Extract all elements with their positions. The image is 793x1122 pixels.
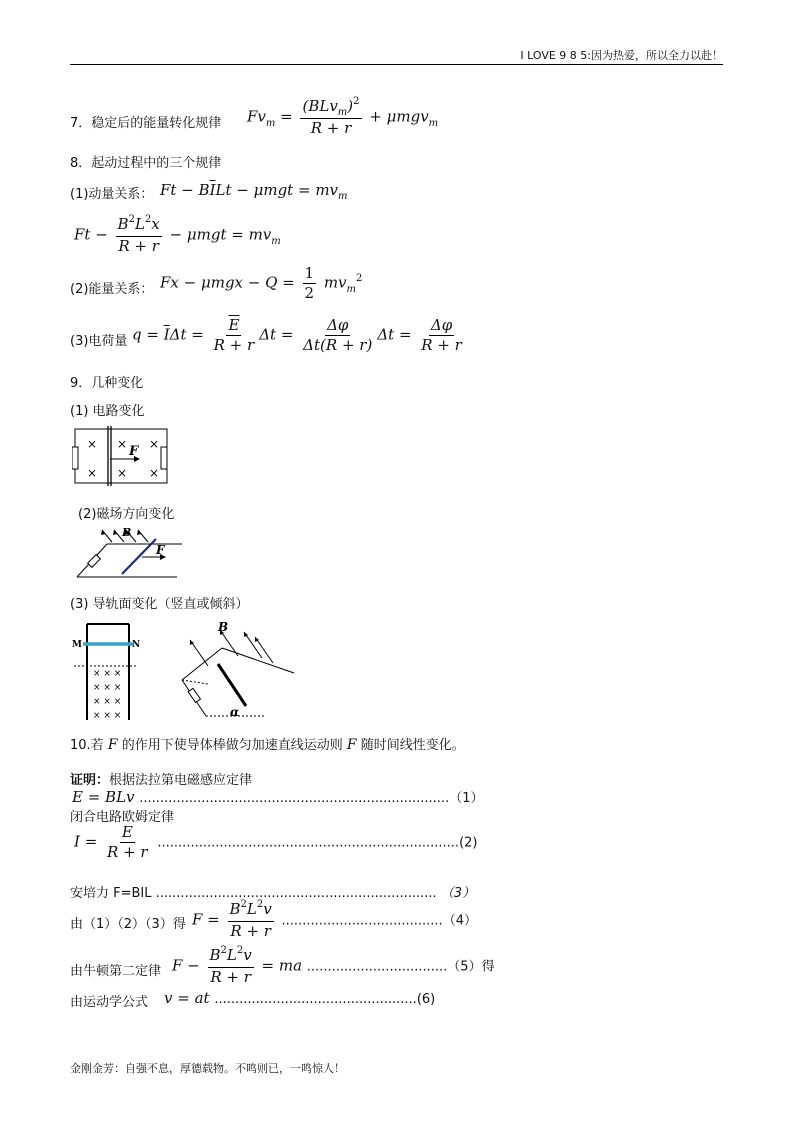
energy-label: (2)能量关系： [70, 282, 154, 297]
inclined-rail-figure [178, 618, 298, 724]
formula-newton: F − $\frac{B^2L^2v}{R + r}$ = ma ..................................（5）得 [172, 945, 495, 986]
item-10-pre: 10.若 [70, 738, 104, 753]
ampere-force-line: 安培力 F=BIL .................................................................... （3） [70, 886, 476, 901]
item-8-label: 8．起动过程中的三个规律 [70, 156, 222, 171]
item-10-var: F [107, 737, 118, 753]
charge-label: (3)电荷量 [70, 334, 128, 349]
item-7-label: 7．稳定后的能量转化规律 [70, 116, 222, 131]
svg-text:× × ×: × × × [93, 669, 122, 679]
formula-force: F = $\frac{B^2L^2v}{R + r}$ .......................................（4） [192, 899, 477, 940]
formula-momentum-expanded: Ft − $\frac{B^2L^2x}{R + r}$ − $\mu mgt = mv_m$ [74, 214, 281, 255]
circuit-change-figure [72, 426, 172, 486]
header-motto: I LOVE 9 8 5:因为热爱，所以全力以赴！ [520, 49, 723, 62]
svg-text:×: × [87, 437, 98, 451]
newton-label: 由牛顿第二定律 [70, 964, 162, 979]
from-123-label: 由（1）（2）（3）得 [70, 917, 186, 932]
force-label: F [129, 444, 139, 459]
faraday-law: 根据法拉第电磁感应定律 [109, 773, 253, 788]
field-label-2: B [218, 620, 229, 634]
rail-n-label: N [132, 640, 140, 650]
formula-current: I = $\frac{E}{R + r}$ .........................................................................(2) [74, 823, 478, 861]
angle-label: α [230, 705, 240, 719]
formula-energy-conversion: $Fv_m$ = $\frac{(BLv_m)^2}{R + r}$ + μmgv$_m$ [247, 96, 439, 137]
momentum-label: (1)动量关系： [70, 187, 154, 202]
svg-text:×: × [117, 466, 128, 480]
proof-intro [70, 769, 252, 788]
svg-text:× × ×: × × × [93, 683, 122, 693]
eq-6-marker: (6) [416, 992, 436, 1007]
rail-m-label: M [72, 640, 82, 650]
eq-4-marker: （4） [442, 913, 477, 929]
field-label: B [122, 526, 132, 539]
item-9-label: 9．几种变化 [70, 376, 144, 391]
eq-2-marker: (2) [459, 835, 478, 851]
item-9-sub2: (2)磁场方向变化 [78, 507, 175, 522]
formula-momentum: $Ft - B\overline{I}Lt - \mu mgt = mv_m$ [160, 181, 348, 202]
header-rule [70, 64, 723, 65]
vertical-rail-figure [70, 618, 140, 724]
item-10-mid: 的作用下使导体棒做匀加速直线运动则 [121, 738, 343, 753]
kinematics-label: 由运动学公式 [70, 995, 149, 1010]
item-10-statement [70, 734, 465, 753]
svg-text:×: × [87, 466, 98, 480]
ampere-force: 安培力 F=BIL [70, 886, 152, 901]
footer-motto: 金刚金芳：自强不息，厚德载物。不鸣则已，一鸣惊人！ [70, 1062, 345, 1075]
formula-velocity: v = at .................................................(6) [164, 989, 436, 1007]
ohm-law: 闭合电路欧姆定律 [70, 810, 175, 825]
formula-charge: $q = \overline{I}\Delta t$ = $\frac{\overline{E}}{R + r}$ Δt = $\frac{\Delta\varphi}{\Delta t(R + r)}$ Δt = $\frac{\Delta\varphi}{R + r}$ [132, 316, 462, 354]
formula-emf: E = BLv ...........................................................................（1） [72, 788, 484, 806]
svg-text:× × ×: × × × [93, 711, 122, 721]
item-9-sub3: (3) 导轨面变化（竖直或倾斜） [70, 597, 249, 612]
item-10-var-2: F [346, 737, 357, 753]
svg-text:×: × [149, 437, 160, 451]
svg-text:× × ×: × × × [93, 697, 122, 707]
force-label-2: F [156, 543, 165, 557]
item-10-post: 随时间线性变化。 [360, 738, 465, 753]
eq-5-marker: （5）得 [447, 959, 495, 975]
formula-energy: Fx − μmgx − Q = $\frac{1}{2}$ $mv_m^2$ [160, 264, 363, 302]
svg-text:×: × [149, 466, 160, 480]
item-9-sub1: (1) 电路变化 [70, 404, 145, 419]
eq-1-marker: （1） [449, 791, 484, 806]
svg-text:×: × [117, 437, 128, 451]
proof-title: 证明： [70, 773, 110, 788]
eq-3-marker: （3） [440, 886, 476, 901]
field-direction-figure [72, 524, 187, 582]
